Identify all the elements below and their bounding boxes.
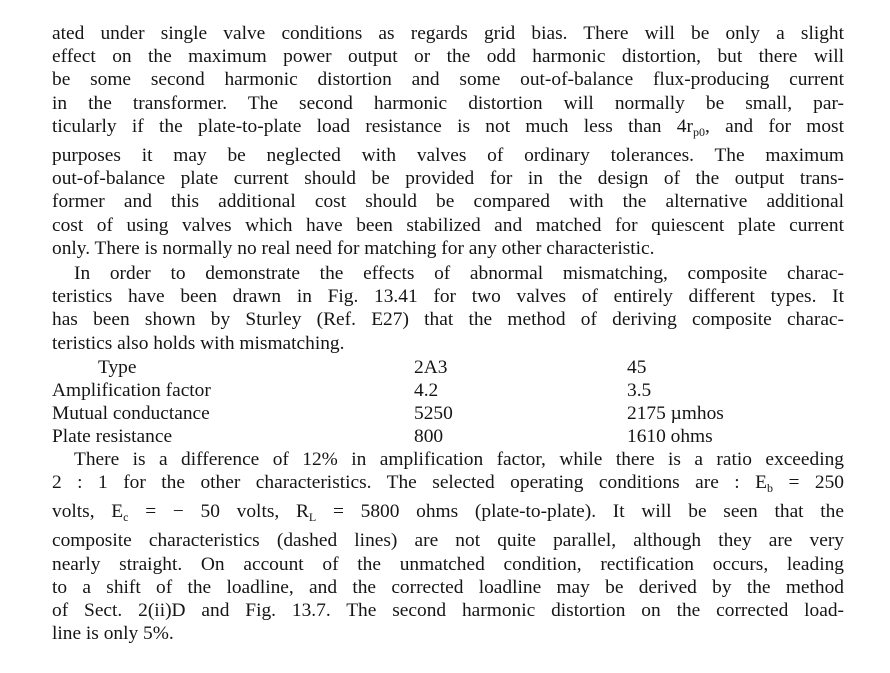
table-cell: 800 [414, 425, 444, 447]
table-row [52, 379, 844, 402]
text-line: in the transformer. The second harmonic distortion will normally be small, par- [52, 92, 844, 114]
text-fragment: , and for most [704, 115, 844, 137]
text-line: former and this additional cost should be compared with the alternative additional [52, 191, 844, 213]
table-cell: 4.2 [414, 379, 439, 401]
text-fragment: = − 50 volts, R [128, 501, 309, 523]
text-line: teristics have been drawn in Fig. 13.41 for two valves of entirely different types. It [52, 286, 844, 308]
subscript: L [308, 510, 317, 525]
text-line: composite characteristics (dashed lines) are not quite parallel, although they are very [52, 530, 844, 552]
text-line: In order to demonstrate the effects of abnormal mismatching, composite charac- [74, 263, 844, 285]
text-line: to a shift of the loadline, and the corrected loadline may be derived by the method [52, 576, 844, 598]
table-cell: 2175 µmhos [627, 402, 724, 424]
document-page [52, 22, 844, 645]
text-fragment: = 250 [773, 472, 844, 494]
text-line: of Sect. 2(ii)D and Fig. 13.7. The second harmonic distortion on the corrected load- [52, 600, 844, 622]
text-line [52, 500, 844, 529]
text-line: teristics also holds with mismatching. [52, 332, 345, 354]
text-line: There is a difference of 12% in amplification factor, while there is a ratio exceeding [74, 448, 844, 470]
table-cell-label: Plate resistance [52, 425, 173, 447]
table-row [52, 402, 844, 425]
text-fragment: 2 : 1 for the other characteristics. The selected operating conditions are : E [52, 472, 768, 494]
text-line [52, 471, 844, 500]
table-row [52, 425, 844, 448]
paragraph-2 [52, 262, 844, 355]
table-cell-label: Mutual conductance [52, 402, 210, 424]
table-cell: 1610 ohms [627, 425, 713, 447]
paragraph-3 [52, 448, 844, 646]
text-fragment: ticularly if the plate-to-plate load resistance is not much less than 4r [52, 115, 693, 137]
text-line: ated under single valve conditions as regards grid bias. There will be only a slight [52, 23, 844, 44]
text-line [52, 115, 844, 144]
table-row [52, 356, 844, 379]
text-line: out-of-balance plate current should be provided for in the design of the output trans- [52, 168, 844, 190]
table-cell-label: Type [98, 356, 137, 378]
text-line: only. There is normally no real need for matching for any other characteristic. [52, 237, 655, 259]
table-cell: 2A3 [414, 356, 448, 378]
text-line: effect on the maximum power output or the odd harmonic distortion, but there will [52, 46, 844, 68]
subscript: c [123, 510, 129, 525]
table-cell: 3.5 [627, 379, 652, 401]
valve-comparison-table [52, 356, 844, 448]
paragraph-1 [52, 22, 844, 260]
table-cell: 5250 [414, 402, 453, 424]
text-line: has been shown by Sturley (Ref. E27) that the method of deriving composite charac- [52, 309, 844, 331]
text-fragment: = 5800 ohms (plate-to-plate). It will be seen that the [316, 501, 844, 523]
text-line: nearly straight. On account of the unmatched condition, rectification occurs, leading [52, 553, 844, 575]
subscript: b [767, 481, 774, 496]
text-line: be some second harmonic distortion and some out-of-balance flux-producing current [52, 69, 844, 91]
text-line: purposes it may be neglected with valves of ordinary tolerances. The maximum [52, 145, 844, 167]
text-line: cost of using valves which have been stabilized and matched for quiescent plate current [52, 214, 844, 236]
table-cell-label: Amplification factor [52, 379, 211, 401]
text-line: line is only 5%. [52, 623, 174, 645]
text-fragment: volts, E [52, 501, 124, 523]
subscript: p0 [692, 124, 705, 139]
table-cell: 45 [627, 356, 647, 378]
